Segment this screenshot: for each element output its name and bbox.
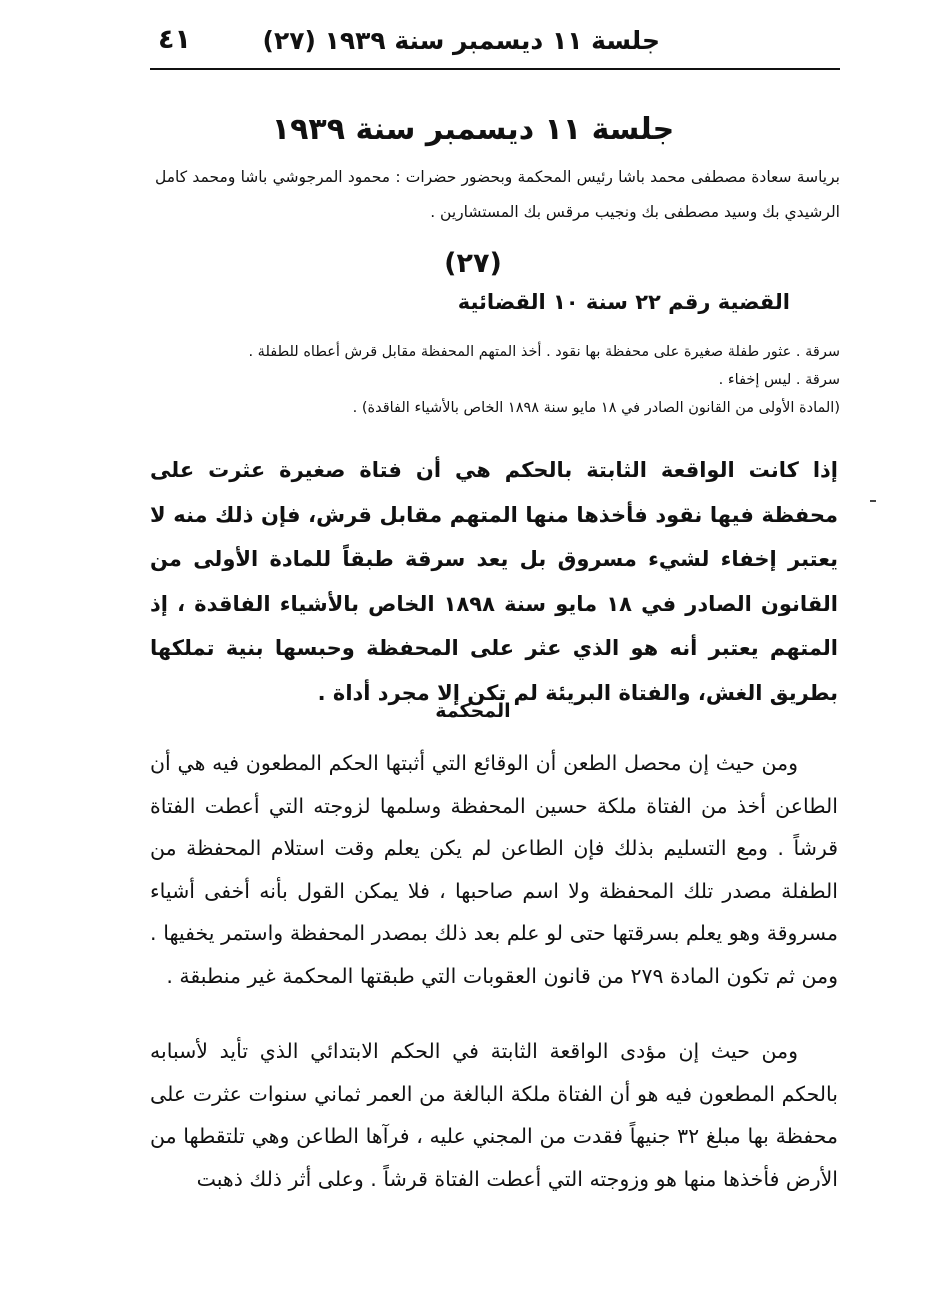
legal-principle: إذا كانت الواقعة الثابتة بالحكم هي أن فتاة صغيرة عثرت على محفظة فيها نقود فأخذها منها المتهم مقابل قرش، فإن ذلك منه لا يعتبر إخفاء لشيء مسروق بل يعد سرقة طبقاً للمادة الأولى من القانون الصادر في ١٨ مايو سنة ١٨٩٨ الخاص بالأشياء الفاقدة ، إذ المتهم يعتبر أنه هو الذي عثر على المحفظة وحبسها بنية تملكها بطريق الغش، والفتاة البريئة لم تكن إلا مجرد أداة .: [150, 458, 838, 705]
case-keywords: [150, 338, 840, 422]
running-header: [150, 20, 840, 70]
court-paragraph: ومن حيث إن محصل الطعن أن الوقائع التي أثبتها الحكم المطعون فيه هي أن الطاعن أخذ من الفتاة ملكة حسين المحفظة وسلمها لزوجته التي أعطت الفتاة قرشاً . ومع التسليم بذلك فإن الطاعن لم يكن يعلم وقت استلام المحفظة من الطفلة مصدر تلك المحفظة ولا اسم صاحبها ، فلا يمكن القول بأنه أخفى أشياء مسروقة وهو يعلم بسرقتها حتى لو علم بعد ذلك بمصدر المحفظة واستمر يخفيها . ومن ثم تكون المادة ٢٧٩ من قانون العقوبات التي طبقتها المحكمة غير منطبقة .: [150, 751, 838, 988]
court-heading: المحكمة: [435, 700, 511, 722]
margin-mark: [870, 500, 876, 502]
running-title: جلسة ١١ ديسمبر سنة ١٩٣٩ (٢٧): [262, 26, 660, 55]
presidency-statement: برياسة سعادة مصطفى محمد باشا رئيس المحكمة وبحضور حضرات : محمود المرجوشي باشا ومحمد كامل الرشيدي بك وسيد مصطفى بك ونجيب مرقس بك المستشارين .: [155, 168, 840, 221]
page-number: ٤١: [158, 24, 191, 55]
keyword-line: سرقة . ليس إخفاء .: [718, 372, 840, 388]
case-number: (٢٧): [444, 248, 502, 279]
keyword-line: (المادة الأولى من القانون الصادر في ١٨ مايو سنة ١٨٩٨ الخاص بالأشياء الفاقدة) .: [352, 400, 840, 416]
session-title: جلسة ١١ ديسمبر سنة ١٩٣٩: [271, 112, 675, 147]
keyword-line: سرقة . عثور طفلة صغيرة على محفظة بها نقود . أخذ المتهم المحفظة مقابل قرش أعطاه للطفلة .: [248, 344, 840, 360]
case-reference: القضية رقم ٢٢ سنة ١٠ القضائية: [457, 290, 790, 314]
court-paragraph: ومن حيث إن مؤدى الواقعة الثابتة في الحكم الابتدائي الذي تأيد لأسبابه بالحكم المطعون فيه هو أن الفتاة ملكة البالغة من العمر ثماني سنوات عثرت على محفظة بها مبلغ ٣٢ جنيهاً فقدت من المجني عليه ، فرآها الطاعن وهي تلتقطها من الأرض فأخذها منها هو وزوجته التي أعطت الفتاة قرشاً . وعلى أثر ذلك ذهبت: [150, 1039, 838, 1191]
